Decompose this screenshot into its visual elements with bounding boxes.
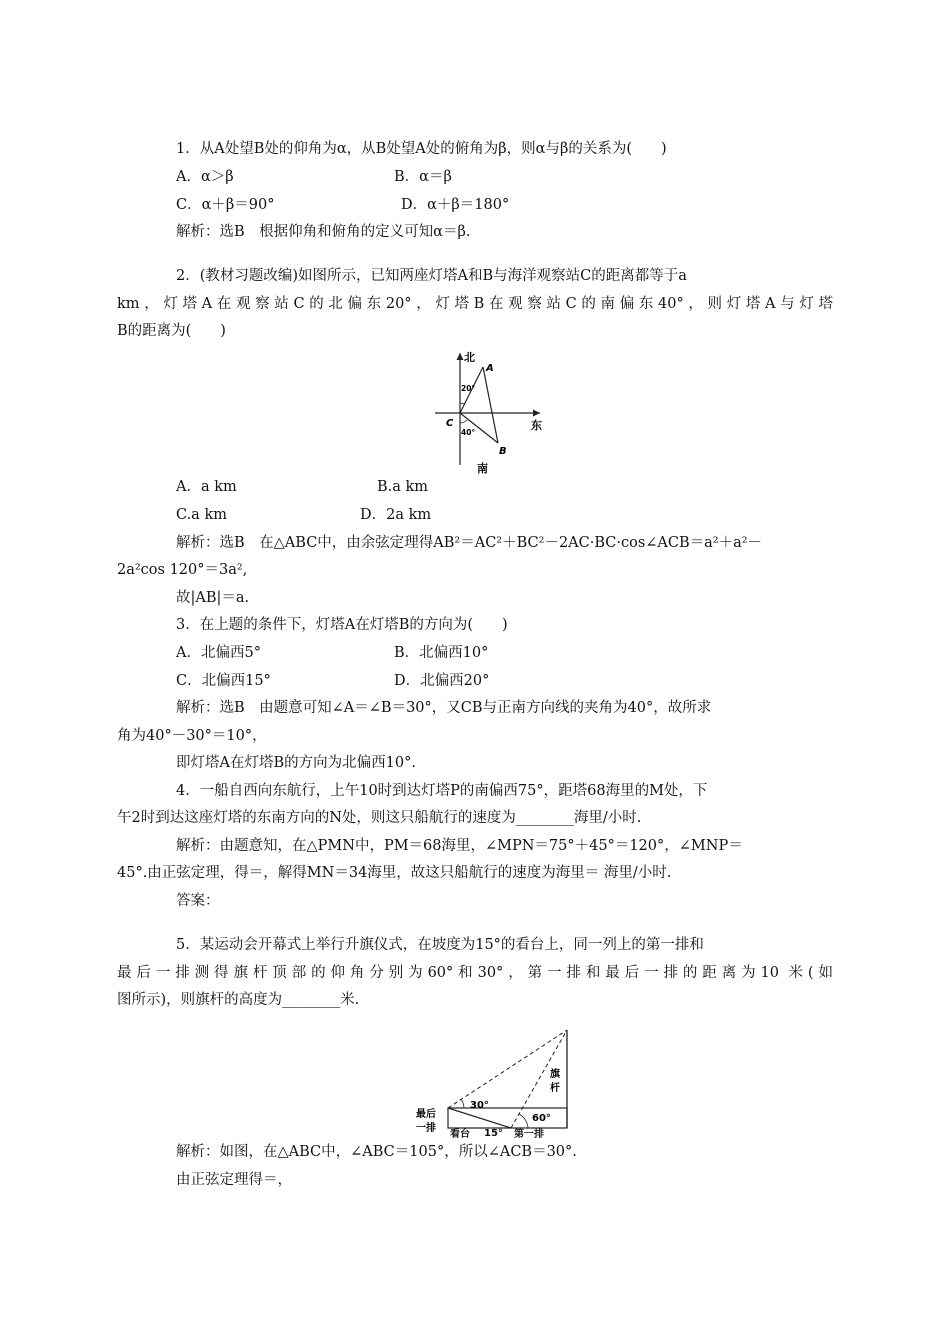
q1-option-a: A．α＞β bbox=[176, 169, 234, 185]
q4-stem-line2: 午2时到达这座灯塔的东南方向的N处，则这只船航行的速度为________海里/小时. bbox=[117, 810, 642, 826]
first-row-label: 第一排 bbox=[514, 1129, 544, 1140]
angle-40-label: 40° bbox=[461, 428, 476, 437]
point-a-label: A bbox=[486, 363, 494, 374]
q5-stem-line1: 5．某运动会开幕式上举行升旗仪式，在坡度为15°的看台上，同一列上的第一排和 bbox=[176, 937, 704, 953]
q3-stem: 3．在上题的条件下，灯塔A在灯塔B的方向为( ) bbox=[176, 617, 508, 633]
q3-option-a: A．北偏西5° bbox=[176, 645, 261, 661]
q2-option-d: D．2a km bbox=[360, 507, 432, 523]
q2-stem-line3: B的距离为( ) bbox=[117, 323, 226, 339]
q5-stem-line3: 图所示)，则旗杆的高度为________米. bbox=[117, 992, 360, 1008]
stand-slope bbox=[448, 1108, 511, 1128]
angle-20-label: 20° bbox=[461, 384, 476, 393]
q5-flagpole-figure bbox=[410, 1020, 575, 1132]
south-label: 南 bbox=[477, 462, 488, 475]
q3-option-d: D．北偏西20° bbox=[394, 673, 490, 689]
q4-analysis-line1: 解析：由题意知，在△PMN中，PM＝68海里，∠MPN＝75°＋45°＝120°，∠MNP＝ bbox=[176, 838, 743, 854]
angle-30-label: 30° bbox=[470, 1100, 489, 1111]
q3-option-b: B．北偏西10° bbox=[394, 645, 489, 661]
q5-analysis-line1: 解析：如图，在△ABC中，∠ABC＝105°，所以∠ACB＝30°. bbox=[176, 1144, 577, 1160]
q2-option-b: B.a km bbox=[377, 479, 429, 495]
q2-analysis-line3: 故|AB|＝a. bbox=[176, 590, 250, 606]
q3-analysis-line3: 即灯塔A在灯塔B的方向为北偏西10°. bbox=[176, 755, 416, 771]
q5-analysis-line2: 由正弦定理得＝， bbox=[176, 1172, 292, 1188]
segment-ab bbox=[483, 367, 498, 443]
last-row-label-2: 一排 bbox=[416, 1123, 436, 1132]
last-row-label-1: 最后 bbox=[416, 1109, 436, 1120]
q2-analysis-line2: 2a²cos 120°＝3a², bbox=[117, 562, 248, 578]
q5-stem-line2: 最后一排测得旗杆顶部的仰角分别为60°和30°，第一排和最后一排的距离为10 米(如 bbox=[117, 965, 833, 981]
q2-option-a: A．a km bbox=[176, 479, 237, 495]
q1-option-d: D．α＋β＝180° bbox=[401, 197, 510, 213]
point-b-label: B bbox=[499, 446, 507, 457]
q1-analysis: 解析：选B 根据仰角和俯角的定义可知α＝β. bbox=[176, 224, 471, 240]
q2-lighthouse-figure bbox=[430, 345, 550, 480]
q4-stem-line1: 4．一船自西向东航行，上午10时到达灯塔P的南偏西75°，距塔68海里的M处，下 bbox=[176, 783, 708, 799]
pole-label-1: 旗 bbox=[550, 1069, 560, 1080]
angle-20-arc bbox=[460, 403, 464, 404]
point-c-label: C bbox=[446, 418, 454, 429]
north-label: 北 bbox=[464, 351, 475, 364]
q2-stem-line2: km，灯塔A在观察站C的北偏东20°，灯塔B在观察站C的南偏东40°，则灯塔A与灯塔 bbox=[117, 296, 833, 312]
q1-option-b: B．α＝β bbox=[394, 169, 452, 185]
stand-label: 看台 bbox=[450, 1129, 470, 1140]
angle-15-label: 15° bbox=[484, 1128, 503, 1139]
q3-option-c: C．北偏西15° bbox=[176, 673, 271, 689]
q4-analysis-line2: 45°.由正弦定理，得＝，解得MN＝34海里，故这只船航行的速度为海里＝ 海里/小时. bbox=[117, 865, 672, 881]
angle-40-arc bbox=[460, 420, 467, 423]
east-label: 东 bbox=[531, 419, 542, 432]
q2-option-c: C.a km bbox=[176, 507, 227, 523]
pole-label-2: 杆 bbox=[550, 1083, 560, 1094]
q1-stem: 1．从A处望B处的仰角为α，从B处望A处的俯角为β，则α与β的关系为( ) bbox=[176, 141, 667, 157]
q4-answer: 答案： bbox=[176, 893, 220, 909]
q1-option-c: C．α＋β＝90° bbox=[176, 197, 275, 213]
angle-30-arc bbox=[461, 1099, 464, 1108]
angle-60-label: 60° bbox=[532, 1113, 551, 1124]
q3-analysis-line2: 角为40°－30°＝10°， bbox=[117, 728, 267, 744]
q3-analysis-line1: 解析：选B 由题意可知∠A＝∠B＝30°，又CB与正南方向线的夹角为40°，故所求 bbox=[176, 700, 712, 716]
angle-60-arc bbox=[519, 1114, 528, 1128]
q2-stem-line1: 2．(教材习题改编)如图所示，已知两座灯塔A和B与海洋观察站C的距离都等于a bbox=[176, 268, 687, 284]
q2-analysis-line1: 解析：选B 在△ABC中，由余弦定理得AB²＝AC²＋BC²－2AC·BC·cos∠ACB＝a²＋a²－ bbox=[176, 535, 763, 551]
